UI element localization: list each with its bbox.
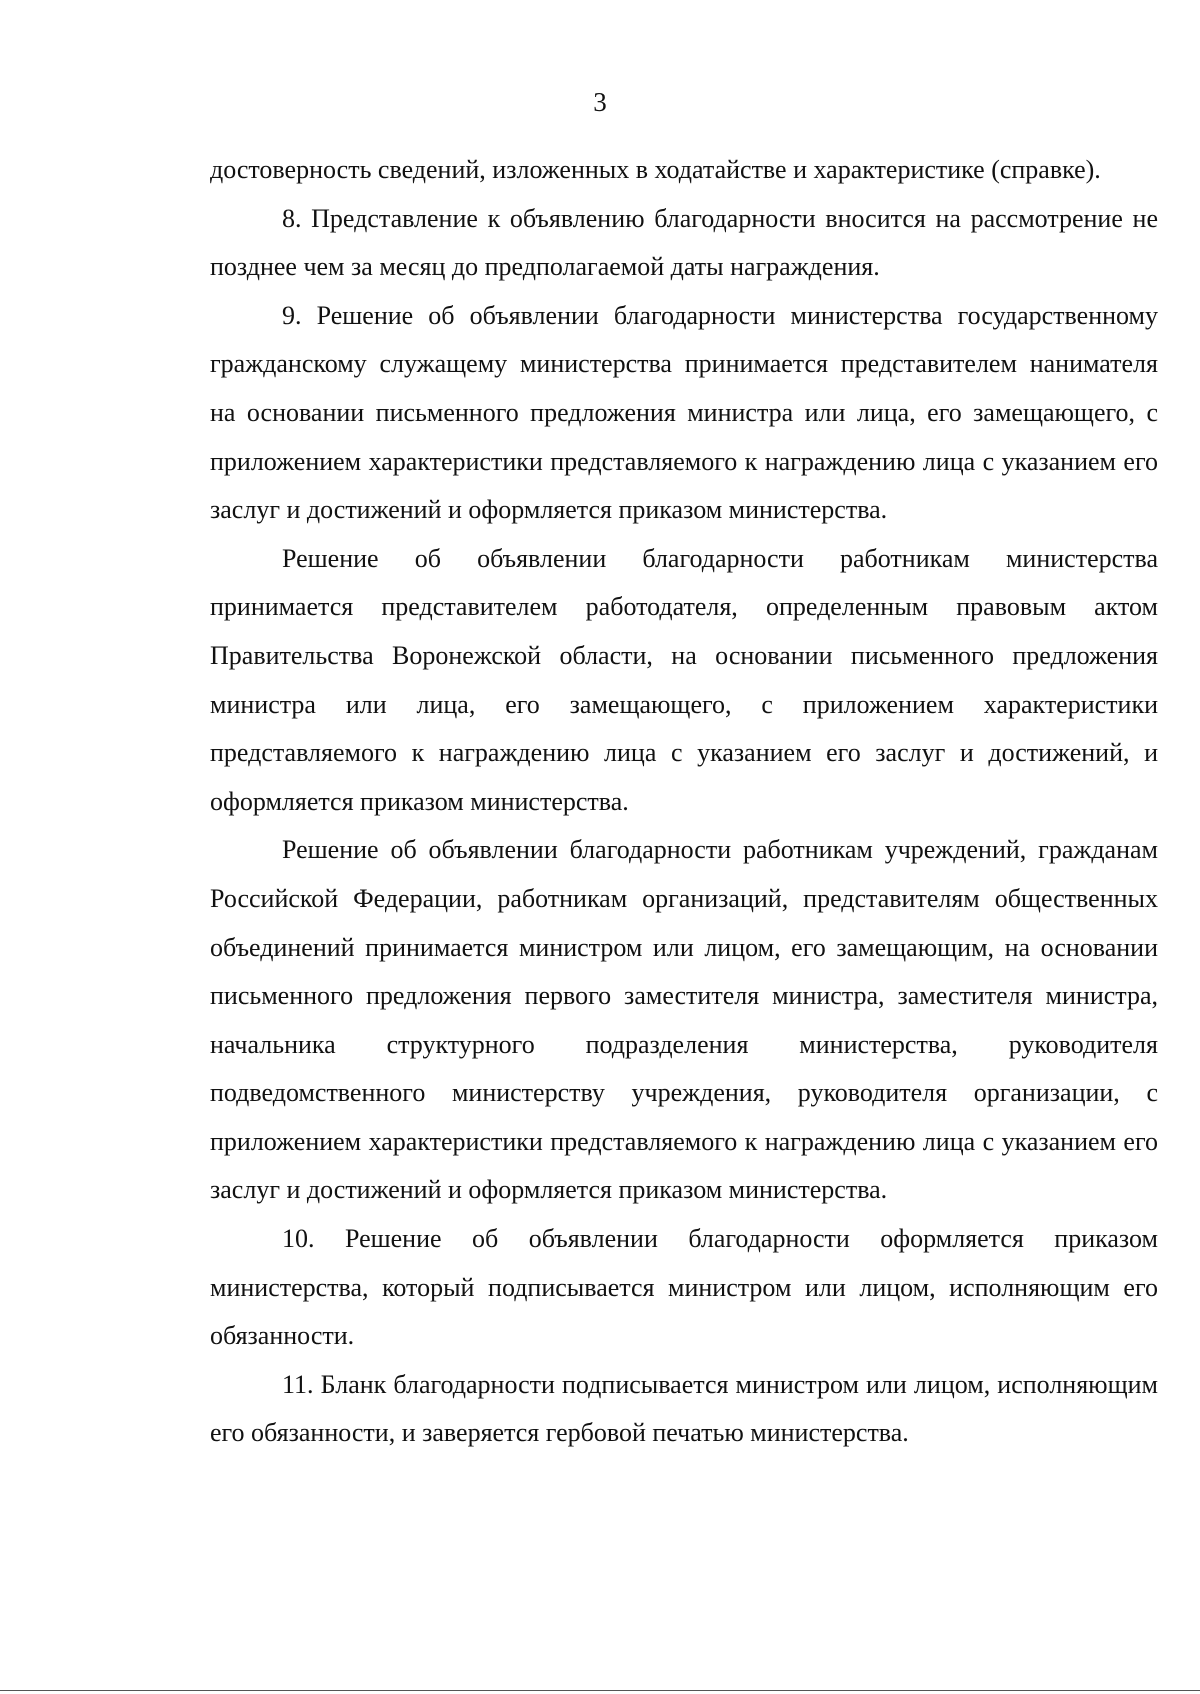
paragraph-item-10: 10. Решение об объявлении благодарности оформляется приказом министерства, который подписывается министром или лицом, исполняющим его обязанности. <box>210 1224 1158 1351</box>
paragraph-item-9-institutions: Решение об объявлении благодарности работникам учреждений, гражданам Российской Федерации, работникам организаций, представителям общественных объединений принимается министром или лицом, его замещающим, на основании письменного предложения первого заместителя министра, заместителя министра, начальника структурного подразделения министерства, руководителя подведомственного министерству учреждения, руководителя организации, с приложением характеристики представляемого к награждению лица с указанием его заслуг и достижений и оформляется приказом министерства. <box>210 835 1158 1205</box>
page-number: 3 <box>593 87 607 117</box>
paragraph-item-8: 8. Представление к объявлению благодарности вносится на рассмотрение не позднее чем за месяц до предполагаемой даты награждения. <box>210 203 1158 282</box>
paragraph-continuation: достоверность сведений, изложенных в ходатайстве и характеристике (справке). <box>210 155 1101 184</box>
paragraph-item-9-employees: Решение об объявлении благодарности работникам министерства принимается представителем работодателя, определенным правовым актом Правительства Воронежской области, на основании письменного предложения министра или лица, его замещающего, с приложением характеристики представляемого к награждению лица с указанием его заслуг и достижений, и оформляется приказом министерства. <box>210 543 1158 816</box>
paragraph-item-9: 9. Решение об объявлении благодарности министерства государственному гражданскому служащему министерства принимается представителем нанимателя на основании письменного предложения министра или лица, его замещающего, с приложением характеристики представляемого к награждению лица с указанием его заслуг и достижений и оформляется приказом министерства. <box>210 300 1158 525</box>
paragraph-item-11: 11. Бланк благодарности подписывается министром или лицом, исполняющим его обязанности, и заверяется гербовой печатью министерства. <box>210 1369 1158 1448</box>
scan-edge-line <box>0 1690 1200 1691</box>
document-body <box>210 146 1158 1458</box>
